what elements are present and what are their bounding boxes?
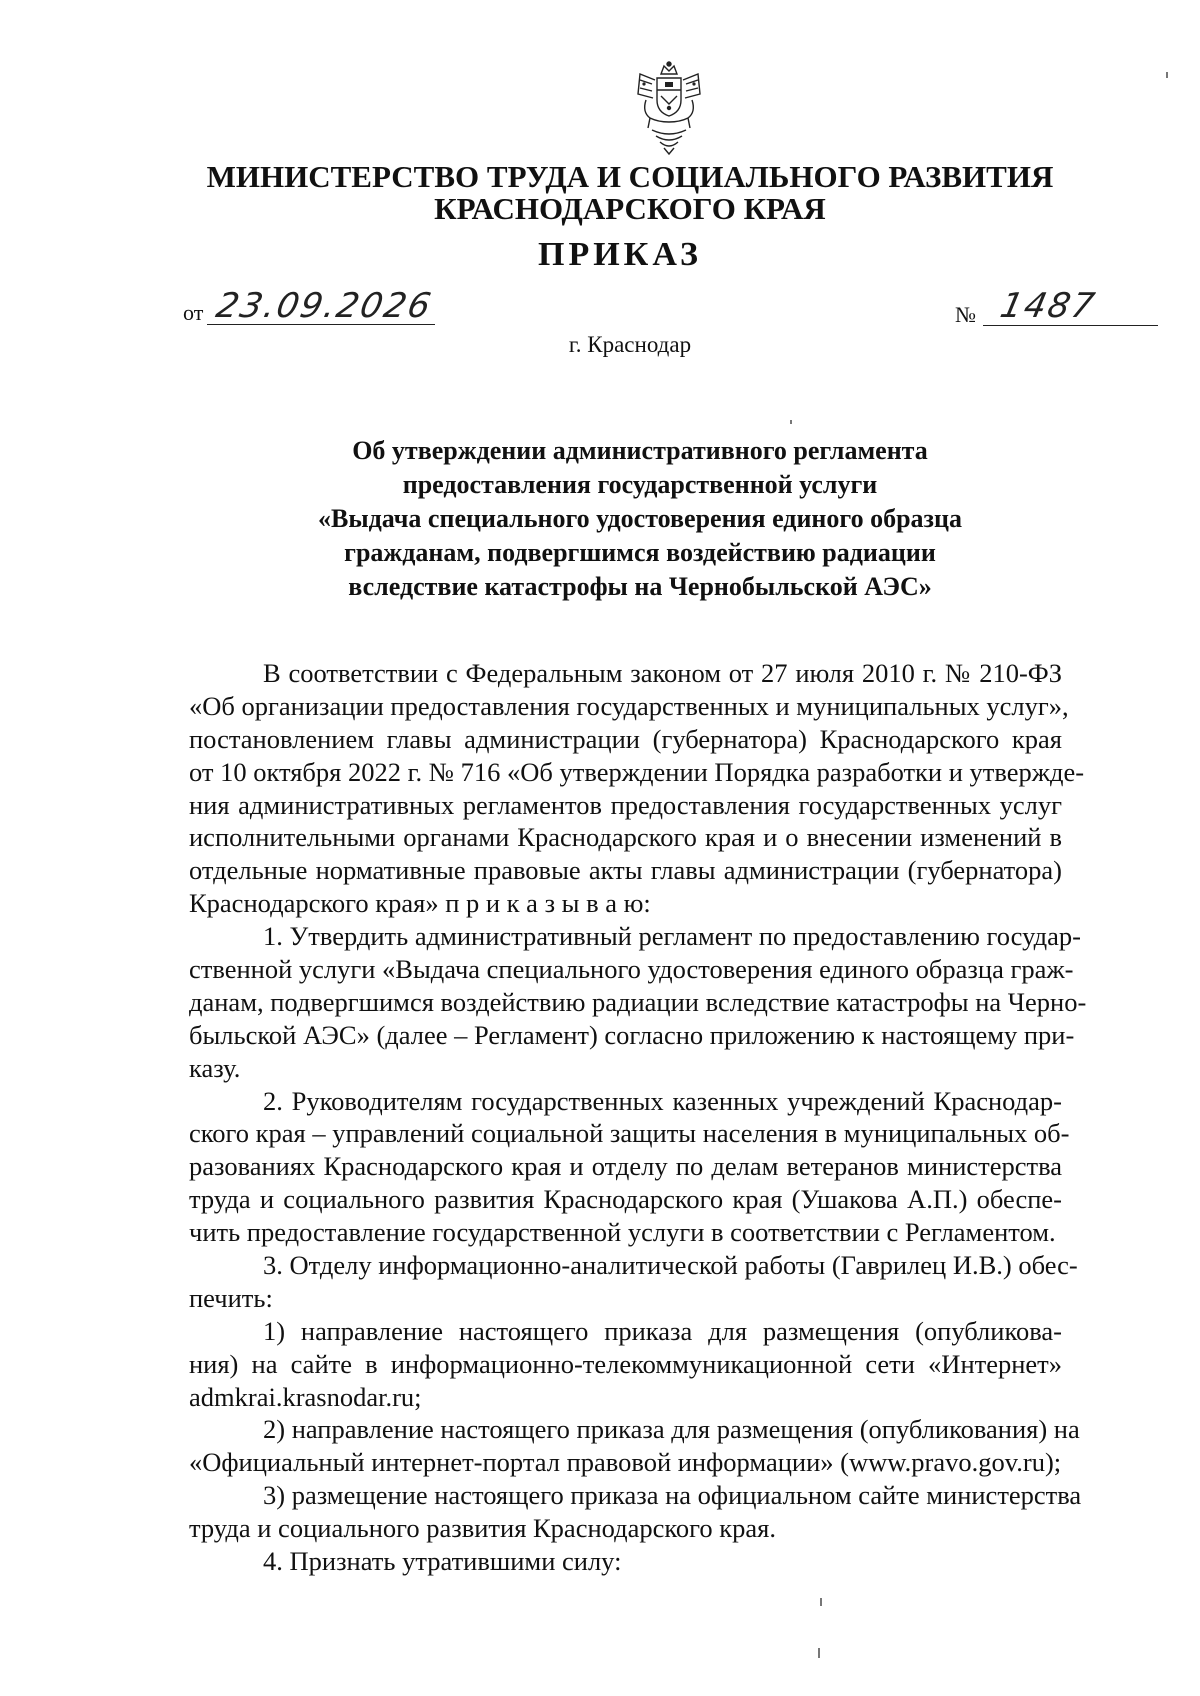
subject-line: гражданам, подвергшимся воздействию радиации [344,538,936,567]
subject-line: вследствие катастрофы на Чернобыльской АЭС» [348,572,932,601]
city-name: г. Краснодар [568,332,692,357]
body-line: быльской АЭС» (далее – Регламент) согласно приложению к настоящему при- [189,1019,1075,1050]
order-body-text [189,657,1087,1578]
number-value: 1487 [996,286,1100,326]
body-line: 3) размещение настоящего приказа на официальном сайте министерства [263,1480,1082,1511]
body-line: 1) направление настоящего приказа для размещения (опубликова- [263,1315,1062,1346]
ministry-name-line-2: КРАСНОДАРСКОГО КРАЯ [434,191,826,226]
body-line: чить предоставление государственной услуги в соответствии с Регламентом. [189,1217,1056,1248]
body-line: исполнительными органами Краснодарского края и о внесении изменений в [189,822,1062,853]
body-line: В соответствии с Федеральным законом от 27 июля 2010 г. № 210-ФЗ [263,658,1062,688]
body-line: 1. Утвердить административный регламент по предоставлению государ- [263,921,1081,952]
body-line: 4. Признать утратившими силу: [263,1546,622,1577]
body-line: 2. Руководителям государственных казенных учреждений Краснодар- [263,1085,1062,1116]
body-line: ственной услуги «Выдача специального удостоверения единого образца граж- [189,954,1074,985]
document-type-title: ПРИКАЗ [538,236,702,273]
body-line: admkrai.krasnodar.ru; [189,1381,422,1412]
body-line: Краснодарского края» п р и к а з ы в а ю: [189,888,651,919]
scan-speck [1166,72,1168,78]
date-value: 23.09.2026 [212,286,436,326]
subject-line: предоставления государственной услуги [402,470,878,499]
ministry-name-line-1: МИНИСТЕРСТВО ТРУДА И СОЦИАЛЬНОГО РАЗВИТИЯ [206,159,1054,194]
order-subject [290,434,990,604]
number-prefix: № [955,302,976,327]
subject-line: «Выдача специального удостоверения единого образца [318,504,962,533]
body-line: печить: [189,1282,273,1313]
body-line: «Официальный интернет-портал правовой информации» (www.pravo.gov.ru); [189,1447,1062,1478]
body-line: труда и социального развития Краснодарского края. [189,1513,776,1544]
body-line: 2) направление настоящего приказа для размещения (опубликования) на [263,1414,1080,1445]
body-line: труда и социального развития Краснодарского края (Ушакова А.П.) обеспе- [189,1184,1062,1215]
body-line: ния административных регламентов предоставления государственных услуг [189,789,1062,820]
body-line: «Об организации предоставления государственных и муниципальных услуг», [189,690,1069,721]
date-prefix: от [183,300,204,325]
body-line: отдельные нормативные правовые акты главы администрации (губернатора) [189,855,1062,886]
body-line: данам, подвергшимся воздействию радиации вследствие катастрофы на Черно- [189,986,1087,1017]
body-line: разованиях Краснодарского края и отделу по делам ветеранов министерства [189,1151,1062,1182]
body-line: казу. [189,1052,241,1083]
scan-speck [820,1598,822,1606]
subject-line: Об утверждении административного регламента [352,436,928,465]
body-line: от 10 октября 2022 г. № 716 «Об утверждении Порядка разработки и утвержде- [189,756,1085,787]
coat-of-arms-emblem [628,60,710,156]
scan-speck [790,420,792,424]
scan-speck [818,1648,820,1658]
body-line: постановлением главы администрации (губернатора) Краснодарского края [189,723,1062,754]
body-line: 3. Отделу информационно-аналитической работы (Гаврилец И.В.) обес- [263,1250,1078,1281]
body-line: ния) на сайте в информационно-телекоммуникационной сети «Интернет» [189,1348,1062,1379]
body-line: ского края – управлений социальной защиты населения в муниципальных об- [189,1118,1070,1149]
